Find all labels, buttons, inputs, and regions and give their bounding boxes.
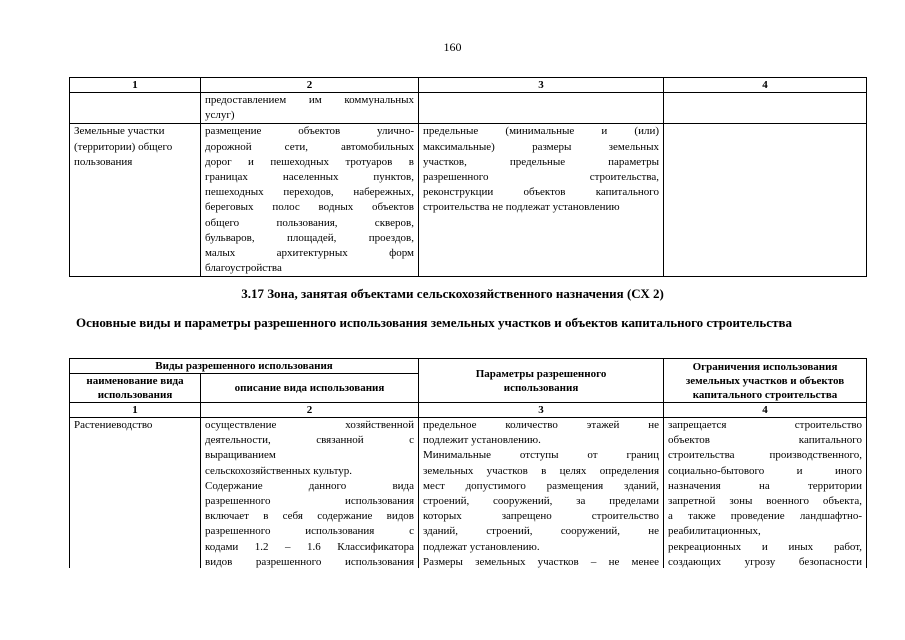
text-line: пользования bbox=[74, 155, 133, 168]
name-cell bbox=[70, 93, 201, 124]
params-cell bbox=[419, 418, 664, 571]
header-line: использования bbox=[97, 389, 173, 401]
text-line: подлежит установлению. bbox=[423, 434, 541, 447]
restrictions-cell bbox=[664, 418, 867, 571]
text-line: земельных участков в целях определения bbox=[423, 464, 660, 477]
text-line: предельные (минимальные и (или) bbox=[423, 125, 659, 138]
text-line: разрешенного использования bbox=[205, 495, 415, 508]
page-number: 160 bbox=[443, 40, 462, 54]
name-cell bbox=[70, 418, 201, 571]
text-line: которых запрещено строительство bbox=[423, 510, 660, 523]
table-row bbox=[70, 93, 867, 124]
header-line: Параметры разрешенного bbox=[475, 367, 607, 380]
text-line: предельное количество этажей не bbox=[423, 419, 660, 431]
text-line: подлежат установлению. bbox=[423, 540, 540, 553]
header-name-cell bbox=[70, 374, 201, 403]
text-line: сельскохозяйственных культур. bbox=[205, 464, 352, 477]
page-bottom-margin bbox=[0, 568, 905, 640]
header-restrictions-cell bbox=[664, 359, 867, 403]
text-line: участков, предельные параметры bbox=[423, 155, 659, 168]
table-row bbox=[70, 124, 867, 277]
header-group-cell: Виды разрешенного использования bbox=[70, 359, 419, 374]
main-heading: Основные виды и параметры разрешенного использования земельных участков и объектов капитального строительства bbox=[76, 315, 792, 330]
column-number-row bbox=[70, 403, 867, 418]
text-line: услуг) bbox=[205, 109, 235, 122]
text-line: запретной зоны военного объекта, bbox=[668, 495, 863, 508]
text-line: Растениеводство bbox=[74, 419, 153, 431]
params-cell bbox=[419, 124, 664, 277]
text-line: Содержание данного вида bbox=[205, 479, 415, 492]
zone-table-continued bbox=[69, 77, 867, 277]
text-line: строений, сооружений, за пределами bbox=[423, 495, 660, 508]
text-line: кодами 1.2 – 1.6 Классификатора bbox=[205, 540, 415, 553]
description-cell bbox=[201, 418, 419, 571]
text-line: Размеры земельных участков – не менее bbox=[423, 555, 660, 568]
text-line: размещение объектов улично- bbox=[205, 125, 414, 138]
header-line: Ограничения использования bbox=[692, 360, 838, 373]
header-row bbox=[70, 359, 867, 374]
text-line: мест допустимого размещения зданий, bbox=[423, 479, 660, 492]
text-line: дорожной сети, автомобильных bbox=[205, 140, 414, 153]
header-line: земельных участков и объектов bbox=[685, 374, 845, 387]
column-number: 2 bbox=[201, 403, 419, 418]
name-cell bbox=[70, 124, 201, 277]
text-line: включает в себя содержание видов bbox=[205, 510, 415, 523]
text-line: рекреационных и иных работ, bbox=[668, 540, 863, 553]
column-number: 1 bbox=[70, 78, 201, 93]
column-number: 1 bbox=[70, 403, 201, 418]
text-line: пешеходных переходов, набережных, bbox=[205, 186, 414, 199]
text-line: выращиванием bbox=[205, 449, 276, 462]
text-line: дорог и пешеходных тротуаров в bbox=[205, 155, 414, 168]
zone-cx2-table bbox=[69, 358, 867, 571]
text-line: объектов капитального bbox=[668, 434, 863, 447]
header-params-cell bbox=[419, 359, 664, 403]
text-line: общего пользования, скверов, bbox=[205, 216, 414, 229]
text-line: границах населенных пунктов, bbox=[205, 171, 414, 184]
restrictions-cell bbox=[664, 93, 867, 124]
text-line: строительства не подлежат установлению bbox=[423, 201, 620, 214]
table-row bbox=[70, 418, 867, 571]
column-number: 4 bbox=[664, 403, 867, 418]
header-line: использования bbox=[503, 381, 579, 394]
text-line: разрешенного строительства, bbox=[423, 171, 659, 184]
text-line: Минимальные отступы от границ bbox=[423, 449, 660, 462]
column-number: 3 bbox=[419, 78, 664, 93]
section-title: 3.17 Зона, занятая объектами сельскохозяйственного назначения (СХ 2) bbox=[241, 286, 664, 301]
text-line: назначения на территории bbox=[668, 479, 863, 492]
text-line: разрешенного использования с bbox=[205, 525, 415, 538]
text-line: береговых полос водных объектов bbox=[205, 201, 414, 214]
text-line: строительства производственного, bbox=[668, 449, 863, 462]
text-line: реабилитационных, bbox=[668, 525, 761, 538]
header-line: наименование вида bbox=[86, 375, 184, 387]
text-line: создающих угрозу безопасности bbox=[668, 555, 863, 568]
text-line: предоставлением им коммунальных bbox=[205, 94, 414, 106]
text-line: зданий, строений, сооружений, не bbox=[423, 525, 660, 538]
column-number: 2 bbox=[201, 78, 419, 93]
restrictions-cell bbox=[664, 124, 867, 277]
text-line: социально-бытового и иного bbox=[668, 464, 863, 477]
text-line: малых архитектурных форм bbox=[205, 247, 414, 260]
text-line: видов разрешенного использования bbox=[205, 555, 415, 568]
text-line: (территории) общего bbox=[74, 140, 173, 153]
params-cell bbox=[419, 93, 664, 124]
description-cell bbox=[201, 93, 419, 124]
text-line: Земельные участки bbox=[74, 125, 165, 138]
column-number: 4 bbox=[664, 78, 867, 93]
text-line: реконструкции объектов капитального bbox=[423, 186, 659, 199]
description-cell bbox=[201, 124, 419, 277]
text-line: благоустройства bbox=[205, 262, 282, 275]
text-line: бульваров, площадей, проездов, bbox=[205, 231, 414, 244]
text-line: деятельности, связанной с bbox=[205, 434, 415, 447]
column-number-row bbox=[70, 78, 867, 93]
header-line: капитального строительства bbox=[692, 388, 838, 401]
text-line: запрещается строительство bbox=[668, 419, 863, 431]
column-number: 3 bbox=[419, 403, 664, 418]
header-description-cell: описание вида использования bbox=[201, 374, 419, 403]
text-line: а также проведение ландшафтно- bbox=[668, 510, 863, 523]
text-line: максимальные) размеры земельных bbox=[423, 140, 659, 153]
text-line: осуществление хозяйственной bbox=[205, 419, 415, 431]
